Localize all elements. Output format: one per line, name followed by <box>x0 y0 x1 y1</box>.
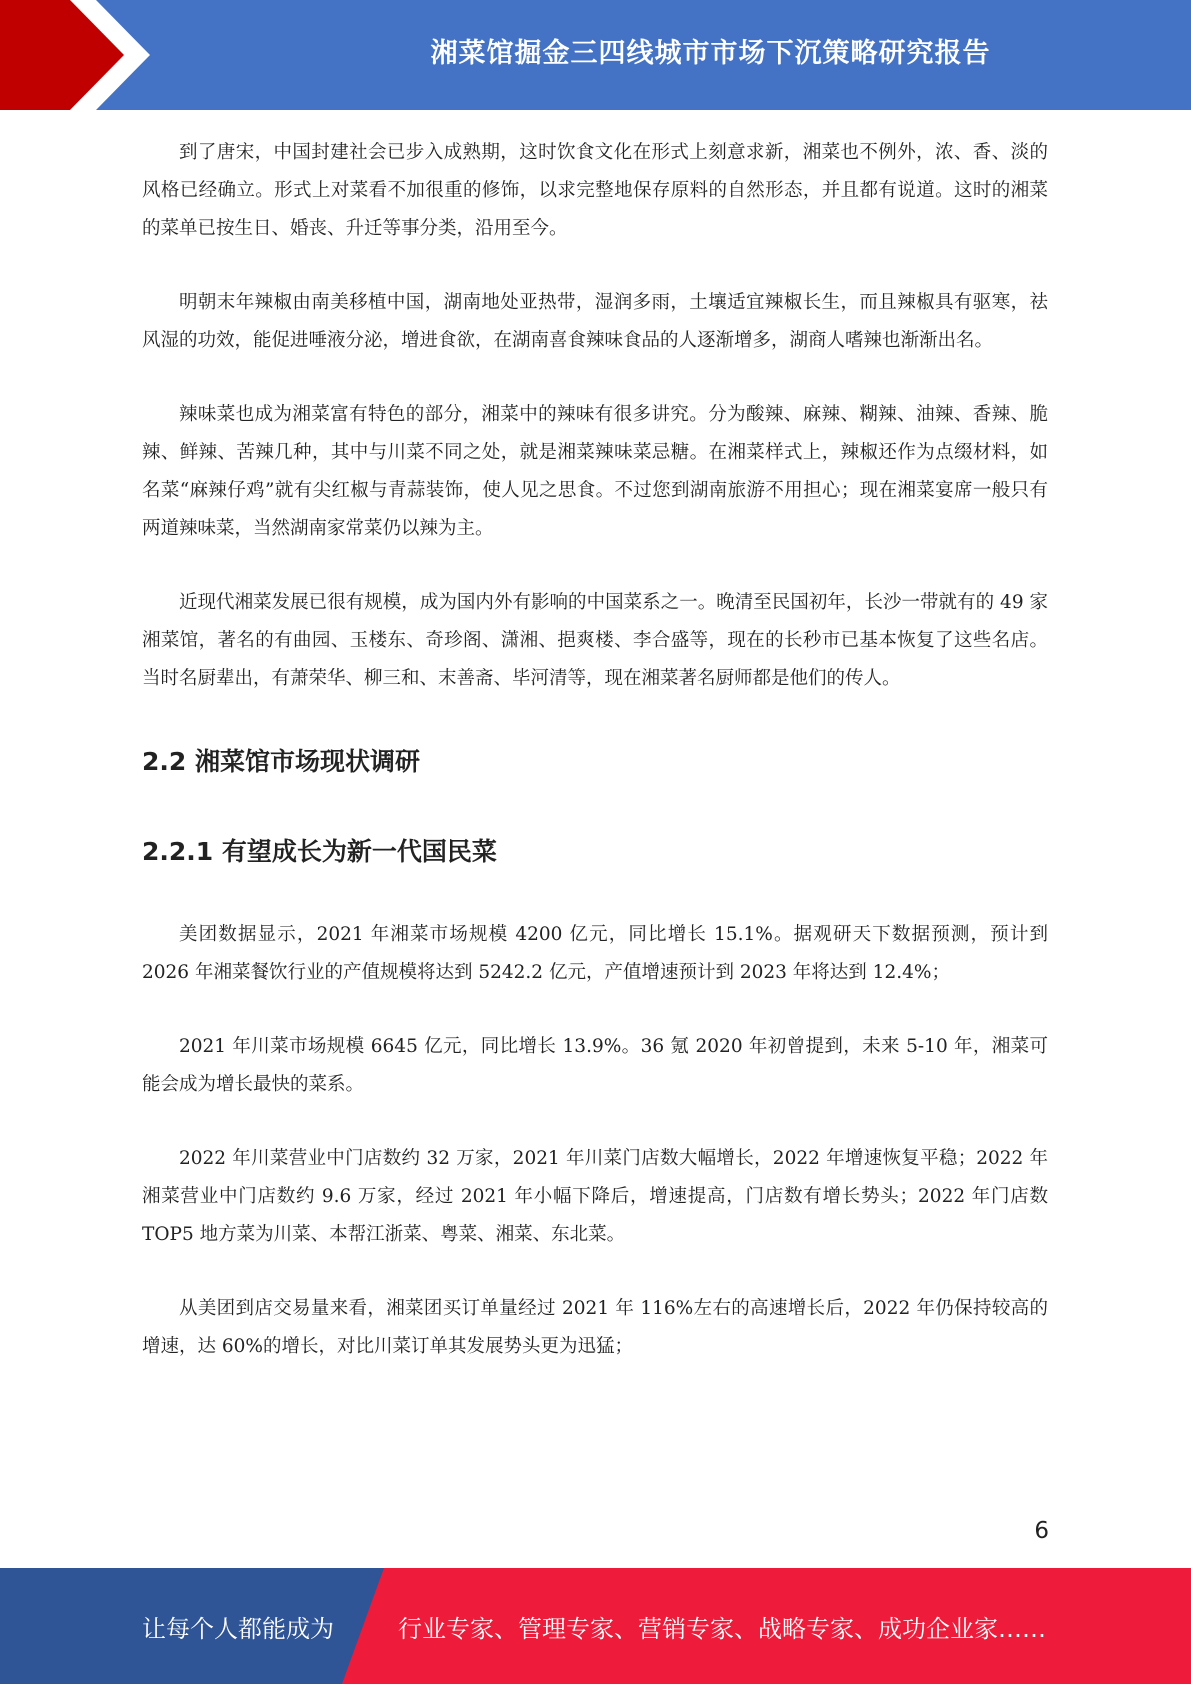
page-header <box>0 0 1191 110</box>
paragraph: 明朝末年辣椒由南美移植中国，湖南地处亚热带，湿润多雨，土壤适宜辣椒长生，而且辣椒具有驱寒，祛风湿的功效，能促进唾液分泌，增进食欲，在湖南喜食辣味食品的人逐渐增多，湖商人嗜辣也渐渐出名。 <box>142 292 1048 351</box>
paragraph: 到了唐宋，中国封建社会已步入成熟期，这时饮食文化在形式上刻意求新，湘菜也不例外，浓、香、淡的风格已经确立。形式上对菜看不加很重的修饰，以求完整地保存原料的自然形态，并且都有说道。这时的湘菜的菜单已按生日、婚丧、升迁等事分类，沿用至今。 <box>142 142 1048 239</box>
paragraph: 2022 年川菜营业中门店数约 32 万家，2021 年川菜门店数大幅增长，2022 年增速恢复平稳；2022 年湘菜营业中门店数约 9.6 万家，经过 2021 年小幅下降后，增速提高，门店数有增长势头；2022 年门店数 TOP5 地方菜为川菜、本帮江浙菜、粤菜、湘菜、东北菜。 <box>142 1148 1048 1245</box>
document-body <box>142 134 1048 1402</box>
page-number: 6 <box>1034 1518 1049 1544</box>
paragraph: 美团数据显示，2021 年湘菜市场规模 4200 亿元，同比增长 15.1%。据观研天下数据预测，预计到 2026 年湘菜餐饮行业的产值规模将达到 5242.2 亿元，产值增速预计到 2023 年将达到 12.4%； <box>142 924 1048 983</box>
page-footer <box>0 1568 1191 1684</box>
paragraph: 从美团到店交易量来看，湘菜团买订单量经过 2021 年 116%左右的高速增长后，2022 年仍保持较高的增速，达 60%的增长，对比川菜订单其发展势头更为迅猛； <box>142 1298 1048 1357</box>
section-heading: 2.2 湘菜馆市场现状调研 <box>142 747 420 776</box>
footer-slogan-right: 行业专家、管理专家、营销专家、战略专家、成功企业家…… <box>398 1614 1046 1643</box>
report-title: 湘菜馆掘金三四线城市市场下沉策略研究报告 <box>430 37 991 69</box>
subsection-heading: 2.2.1 有望成长为新一代国民菜 <box>142 837 497 866</box>
footer-slogan-left: 让每个人都能成为 <box>142 1614 334 1643</box>
paragraph: 2021 年川菜市场规模 6645 亿元，同比增长 13.9%。36 氪 2020 年初曾提到，未来 5-10 年，湘菜可能会成为增长最快的菜系。 <box>142 1036 1048 1095</box>
paragraph: 近现代湘菜发展已很有规模，成为国内外有影响的中国菜系之一。晚清至民国初年，长沙一带就有的 49 家湘菜馆，著名的有曲园、玉楼东、奇珍阁、潇湘、挹爽楼、李合盛等，现在的长秒市已基本恢复了这些名店。当时名厨辈出，有萧荣华、柳三和、末善斋、毕河清等，现在湘菜著名厨师都是他们的传人。 <box>142 592 1048 689</box>
paragraph: 辣味菜也成为湘菜富有特色的部分，湘菜中的辣味有很多讲究。分为酸辣、麻辣、糊辣、油辣、香辣、脆辣、鲜辣、苦辣几种，其中与川菜不同之处，就是湘菜辣味菜忌糖。在湘菜样式上，辣椒还作为点缀材料，如名菜“麻辣仔鸡”就有尖红椒与青蒜装饰，使人见之思食。不过您到湖南旅游不用担心；现在湘菜宴席一般只有两道辣味菜，当然湖南家常菜仍以辣为主。 <box>142 404 1048 539</box>
